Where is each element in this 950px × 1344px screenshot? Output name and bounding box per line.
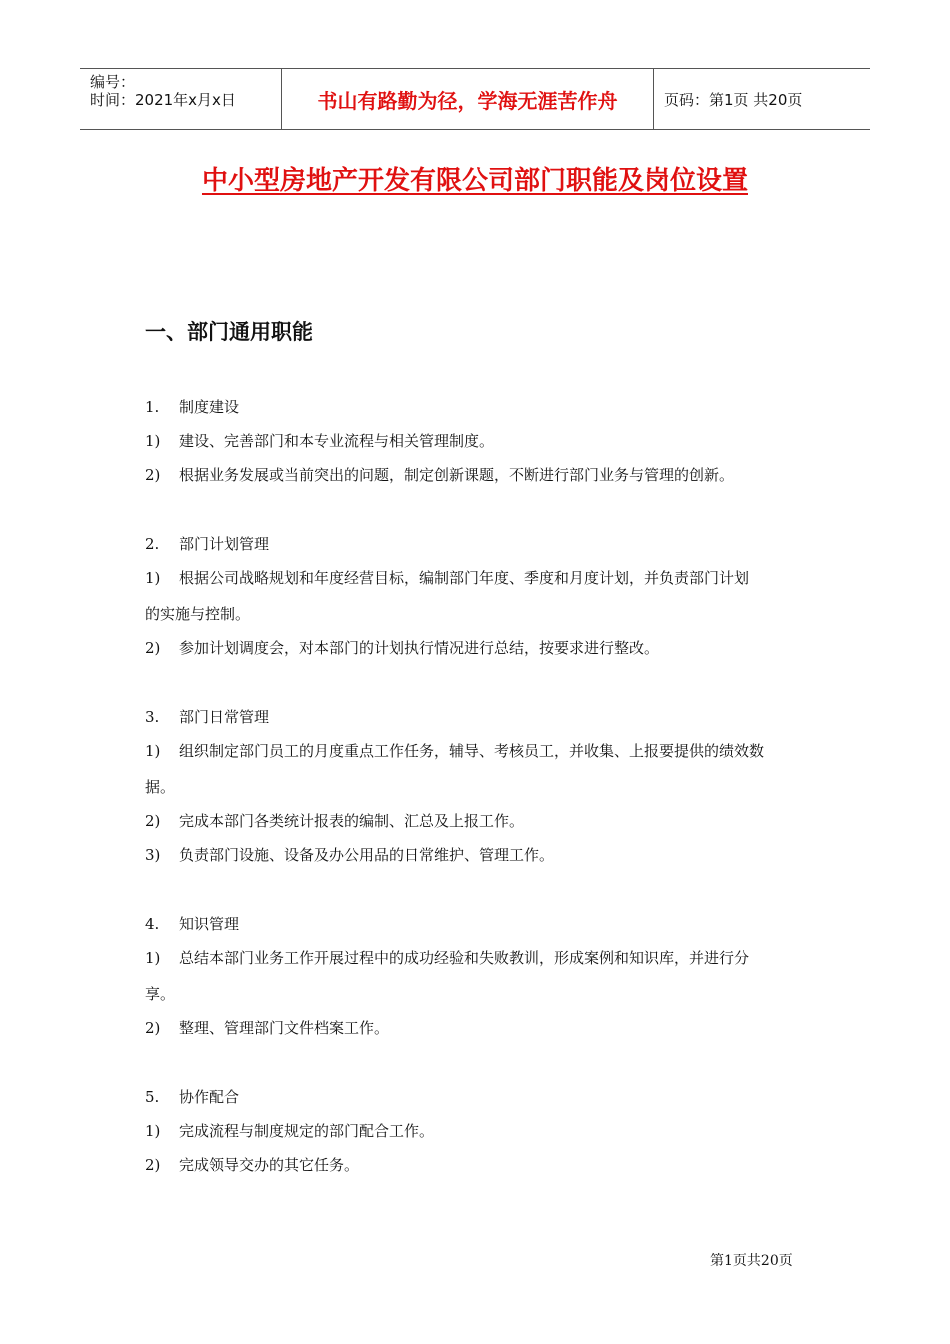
- header-page-cell: [654, 69, 870, 129]
- list-item: 1) 建设、完善部门和本专业流程与相关管理制度。: [145, 432, 495, 450]
- document-header: [80, 68, 870, 130]
- list-item: 2) 整理、管理部门文件档案工作。: [145, 1019, 390, 1037]
- list-item: 2) 完成本部门各类统计报表的编制、汇总及上报工作。: [145, 812, 525, 830]
- list-item: 1) 根据公司战略规划和年度经营目标，编制部门年度、季度和月度计划，并负责部门计划: [145, 569, 750, 587]
- list-item: 1) 组织制定部门员工的月度重点工作任务，辅导、考核员工，并收集、上报要提供的绩效数: [145, 742, 765, 760]
- header-meta-cell: [80, 69, 282, 129]
- list-heading: 3. 部门日常管理: [145, 708, 270, 726]
- list-item: 2) 参加计划调度会，对本部门的计划执行情况进行总结，按要求进行整改。: [145, 639, 660, 657]
- header-page-number: 页码：第1页 共20页: [664, 91, 803, 109]
- list-heading: 2. 部门计划管理: [145, 535, 270, 553]
- list-heading: 1. 制度建设: [145, 398, 240, 416]
- document-title-wrap: [0, 160, 950, 197]
- list-heading: 5. 协作配合: [145, 1088, 240, 1106]
- list-item: 1) 总结本部门业务工作开展过程中的成功经验和失败教训，形成案例和知识库，并进行分: [145, 949, 750, 967]
- list-item: 2) 完成领导交办的其它任务。: [145, 1156, 360, 1174]
- list-item: 3) 负责部门设施、设备及办公用品的日常维护、管理工作。: [145, 846, 555, 864]
- header-motto-cell: [282, 69, 654, 129]
- list-item: 1) 完成流程与制度规定的部门配合工作。: [145, 1122, 435, 1140]
- list-heading: 4. 知识管理: [145, 915, 240, 933]
- page-footer: 第1页共20页: [710, 1253, 793, 1269]
- list-item-continuation: 的实施与控制。: [145, 605, 251, 623]
- document-number: 编号：: [90, 73, 136, 91]
- list-item-continuation: 据。: [145, 778, 176, 796]
- list-item: 2) 根据业务发展或当前突出的问题，制定创新课题，不断进行部门业务与管理的创新。: [145, 466, 735, 484]
- header-motto: 书山有路勤为径，学海无涯苦作舟: [317, 89, 618, 113]
- document-title: 中小型房地产开发有限公司部门职能及岗位设置: [201, 166, 748, 196]
- document-date: 时间：2021年x月x日: [90, 91, 236, 109]
- list-item-continuation: 享。: [145, 985, 176, 1003]
- section-heading: 一、部门通用职能: [145, 320, 313, 344]
